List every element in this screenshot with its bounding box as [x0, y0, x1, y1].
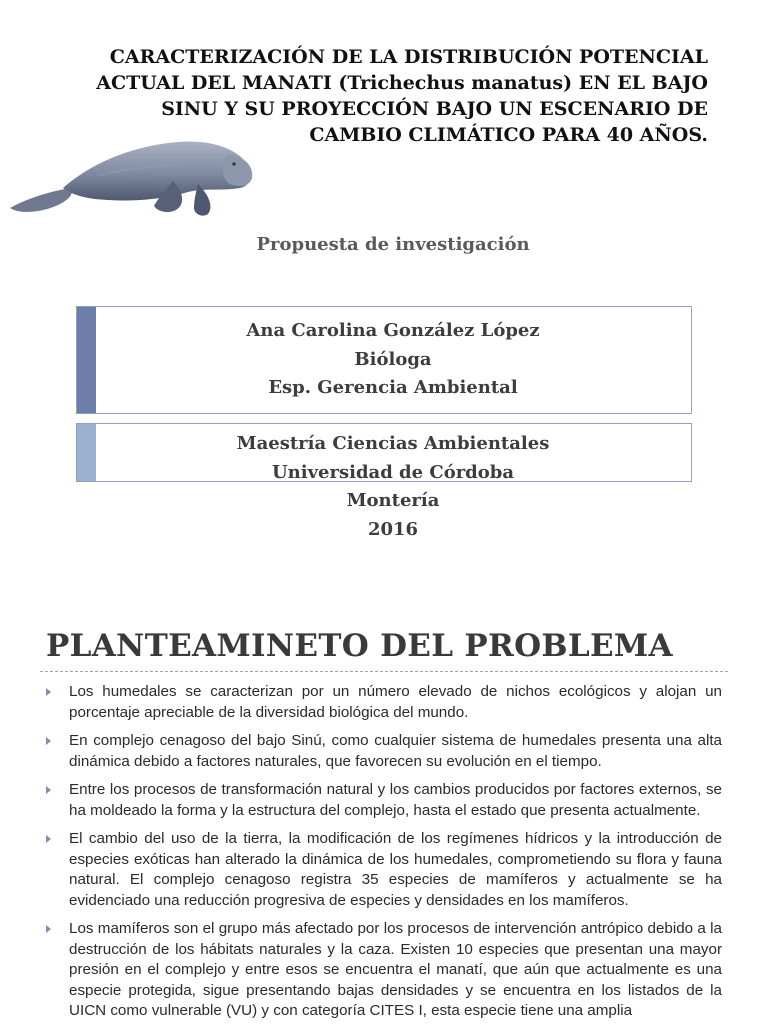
- bullet-text: Los mamíferos son el grupo más afectado por los procesos de intervención antrópico debido a la destrucción de los hábitats naturales y la caza. Existen 10 especies que presentan una mayor presión en el complejo y entre esos se encuentra el manatí, que aún que actualmente es una especie protegida, sigue presentando bajas densidades y se encuentra en los listados de la UICN como vulnerable (VU) y con categoría CITES I, esta especie tiene una amplia: [69, 920, 722, 1019]
- title-line: CAMBIO CLIMÁTICO PARA 40 AÑOS.: [309, 124, 708, 146]
- presentation-title: [60, 44, 708, 148]
- triangle-bullet-icon: [46, 786, 51, 794]
- institution-info: [96, 430, 690, 544]
- title-line: SINU Y SU PROYECCIÓN BAJO UN ESCENARIO DE: [161, 98, 708, 120]
- slide-heading: PLANTEAMINETO DEL PROBLEMA: [46, 628, 673, 664]
- bullet-list: [46, 682, 722, 1030]
- problem-slide: [0, 600, 768, 1024]
- bullet-text: En complejo cenagoso del bajo Sinú, como cualquier sistema de humedales presenta una alta dinámica debido a factores naturales, que favorecen su evolución en el tiempo.: [69, 732, 722, 770]
- author-specialization: Esp. Gerencia Ambiental: [268, 377, 518, 398]
- bullet-item: [46, 780, 722, 821]
- author-name: Ana Carolina González López: [246, 320, 540, 341]
- title-line: ACTUAL DEL MANATI (Trichechus manatus) EN EL BAJO: [96, 72, 708, 94]
- year: 2016: [367, 518, 419, 540]
- bullet-item: [46, 682, 722, 723]
- bullet-text: Entre los procesos de transformación natural y los cambios producidos por factores externos, se ha moldeado la forma y la estructura del complejo, hasta el estado que presenta actualmente.: [69, 781, 722, 819]
- manatee-illustration: [8, 136, 256, 218]
- heading-divider: [40, 671, 728, 672]
- bullet-text: Los humedales se caracterizan por un número elevado de nichos ecológicos y alojan un porcentaje apreciable de la diversidad biológica del mundo.: [69, 683, 722, 721]
- program-name: Maestría Ciencias Ambientales: [236, 433, 550, 454]
- triangle-bullet-icon: [46, 737, 51, 745]
- triangle-bullet-icon: [46, 925, 51, 933]
- accent-bar: [77, 424, 96, 481]
- accent-bar: [77, 307, 96, 413]
- bullet-item: [46, 919, 722, 1022]
- author-info: [96, 317, 690, 403]
- bullet-item: [46, 829, 722, 911]
- subtitle: Propuesta de investigación: [256, 234, 530, 255]
- title-line: CARACTERIZACIÓN DE LA DISTRIBUCIÓN POTENCIAL: [109, 46, 708, 68]
- city: Montería: [346, 490, 440, 511]
- university-name: Universidad de Córdoba: [271, 461, 515, 483]
- author-profession: Bióloga: [354, 348, 432, 370]
- triangle-bullet-icon: [46, 688, 51, 696]
- bullet-text: El cambio del uso de la tierra, la modificación de los regímenes hídricos y la introducción de especies exóticas han alterado la dinámica de los humedales, comprometiendo su flora y fauna natural. El complejo cenagoso registra 35 especies de mamíferos y actualmente se ha evidenciado una reducción progresiva de especies y densidades en los mamíferos.: [69, 830, 722, 909]
- bullet-item: [46, 731, 722, 772]
- triangle-bullet-icon: [46, 835, 51, 843]
